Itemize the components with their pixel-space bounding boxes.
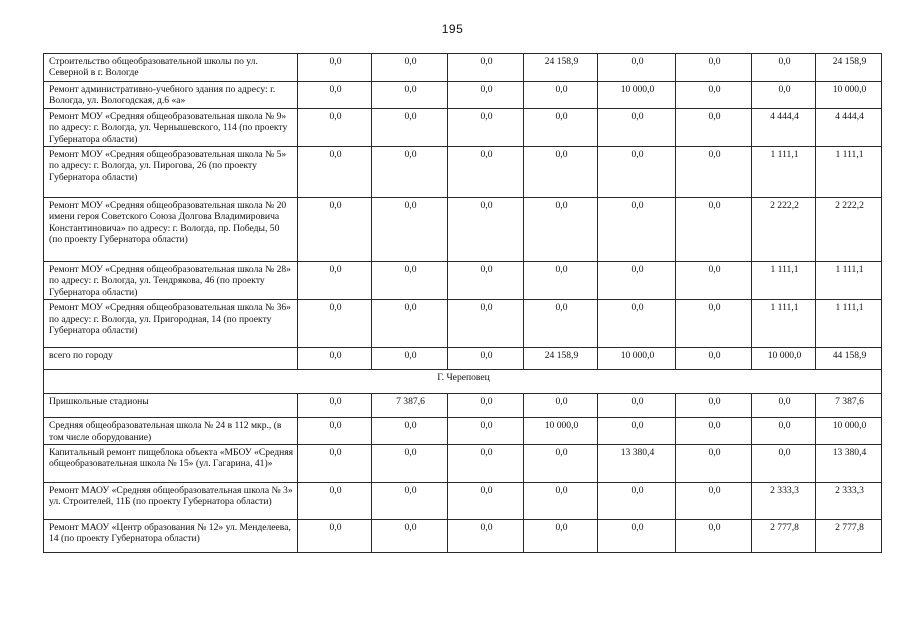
- value-cell-4: 24 158,9: [524, 54, 598, 82]
- value-cell-2: 0,0: [372, 54, 448, 82]
- value-cell-7: 0,0: [752, 54, 816, 82]
- value-cell-6: 0,0: [676, 300, 752, 348]
- total-label: всего по городу: [44, 348, 298, 370]
- value-cell-2: 0,0: [372, 418, 448, 445]
- value-cell-8: 10 000,0: [816, 82, 882, 109]
- value-cell-6: 0,0: [676, 198, 752, 262]
- value-cell-1: 0,0: [298, 348, 372, 370]
- value-cell-8: 2 222,2: [816, 198, 882, 262]
- value-cell-4: 0,0: [524, 147, 598, 198]
- value-cell-5: 0,0: [598, 108, 676, 146]
- value-cell-1: 0,0: [298, 394, 372, 418]
- city-heading: Г. Череповец: [44, 370, 882, 394]
- city-section-row: [44, 370, 882, 394]
- value-cell-8: 4 444,4: [816, 108, 882, 146]
- value-cell-8: 1 111,1: [816, 262, 882, 300]
- table-body: [44, 54, 882, 553]
- item-name: Строительство общеобразовательной школы по ул. Северной в г. Вологде: [44, 54, 298, 82]
- value-cell-4: 0,0: [524, 108, 598, 146]
- value-cell-2: 0,0: [372, 520, 448, 553]
- value-cell-6: 0,0: [676, 147, 752, 198]
- item-name: Ремонт МАОУ «Центр образования № 12» ул. Менделеева, 14 (по проекту Губернатора области): [44, 520, 298, 553]
- value-cell-2: 0,0: [372, 445, 448, 483]
- value-cell-2: 0,0: [372, 262, 448, 300]
- value-cell-7: 10 000,0: [752, 348, 816, 370]
- value-cell-7: 2 333,3: [752, 483, 816, 520]
- value-cell-4: 0,0: [524, 300, 598, 348]
- value-cell-4: 0,0: [524, 82, 598, 109]
- value-cell-5: 0,0: [598, 147, 676, 198]
- value-cell-7: 1 111,1: [752, 147, 816, 198]
- value-cell-5: 0,0: [598, 300, 676, 348]
- value-cell-5: 10 000,0: [598, 348, 676, 370]
- value-cell-1: 0,0: [298, 108, 372, 146]
- value-cell-7: 4 444,4: [752, 108, 816, 146]
- item-name: Ремонт МОУ «Средняя общеобразовательная школа № 9» по адресу: г. Вологда, ул. Чернышевского, 114 (по проекту Губернатора области): [44, 108, 298, 146]
- value-cell-6: 0,0: [676, 394, 752, 418]
- item-name: Средняя общеобразовательная школа № 24 в 112 мкр., (в том числе оборудование): [44, 418, 298, 445]
- value-cell-3: 0,0: [448, 262, 524, 300]
- value-cell-6: 0,0: [676, 483, 752, 520]
- item-name: Ремонт МОУ «Средняя общеобразовательная школа № 28» по адресу: г. Вологда, ул. Тендрякова, 46 (по проекту Губернатора области): [44, 262, 298, 300]
- table-row: [44, 147, 882, 198]
- value-cell-1: 0,0: [298, 198, 372, 262]
- item-name: Ремонт МАОУ «Средняя общеобразовательная школа № 3» ул. Строителей, 11Б (по проекту Губернатора области): [44, 483, 298, 520]
- value-cell-3: 0,0: [448, 348, 524, 370]
- value-cell-3: 0,0: [448, 483, 524, 520]
- total-row: [44, 348, 882, 370]
- value-cell-2: 0,0: [372, 483, 448, 520]
- value-cell-8: 24 158,9: [816, 54, 882, 82]
- value-cell-8: 1 111,1: [816, 300, 882, 348]
- table-row: [44, 108, 882, 146]
- item-name: Пришкольные стадионы: [44, 394, 298, 418]
- value-cell-1: 0,0: [298, 147, 372, 198]
- value-cell-7: 2 222,2: [752, 198, 816, 262]
- value-cell-3: 0,0: [448, 198, 524, 262]
- value-cell-1: 0,0: [298, 520, 372, 553]
- value-cell-6: 0,0: [676, 108, 752, 146]
- value-cell-3: 0,0: [448, 54, 524, 82]
- value-cell-3: 0,0: [448, 300, 524, 348]
- value-cell-4: 0,0: [524, 198, 598, 262]
- item-name: Ремонт административно-учебного здания по адресу: г. Вологда, ул. Вологодская, д.6 «а»: [44, 82, 298, 109]
- value-cell-2: 0,0: [372, 147, 448, 198]
- table-row: [44, 418, 882, 445]
- value-cell-6: 0,0: [676, 82, 752, 109]
- value-cell-8: 13 380,4: [816, 445, 882, 483]
- value-cell-2: 0,0: [372, 108, 448, 146]
- table-row: [44, 445, 882, 483]
- page-number: 195: [441, 22, 464, 36]
- value-cell-1: 0,0: [298, 300, 372, 348]
- value-cell-3: 0,0: [448, 445, 524, 483]
- item-name: Капитальный ремонт пищеблока объекта «МБОУ «Средняя общеобразовательная школа № 15» (ул. Гагарина, 41)»: [44, 445, 298, 483]
- value-cell-3: 0,0: [448, 520, 524, 553]
- value-cell-3: 0,0: [448, 394, 524, 418]
- table-row: [44, 483, 882, 520]
- table-row: [44, 82, 882, 109]
- value-cell-4: 10 000,0: [524, 418, 598, 445]
- value-cell-3: 0,0: [448, 82, 524, 109]
- value-cell-4: 0,0: [524, 445, 598, 483]
- value-cell-7: 0,0: [752, 82, 816, 109]
- value-cell-8: 2 333,3: [816, 483, 882, 520]
- item-name: Ремонт МОУ «Средняя общеобразовательная школа № 5» по адресу: г. Вологда, ул. Пирогова, 26 (по проекту Губернатора области): [44, 147, 298, 198]
- value-cell-6: 0,0: [676, 418, 752, 445]
- value-cell-1: 0,0: [298, 418, 372, 445]
- value-cell-1: 0,0: [298, 445, 372, 483]
- value-cell-1: 0,0: [298, 82, 372, 109]
- value-cell-6: 0,0: [676, 520, 752, 553]
- value-cell-7: 2 777,8: [752, 520, 816, 553]
- value-cell-4: 24 158,9: [524, 348, 598, 370]
- value-cell-8: 2 777,8: [816, 520, 882, 553]
- value-cell-7: 0,0: [752, 418, 816, 445]
- value-cell-5: 13 380,4: [598, 445, 676, 483]
- value-cell-2: 7 387,6: [372, 394, 448, 418]
- value-cell-6: 0,0: [676, 54, 752, 82]
- value-cell-8: 7 387,6: [816, 394, 882, 418]
- value-cell-6: 0,0: [676, 262, 752, 300]
- value-cell-3: 0,0: [448, 418, 524, 445]
- value-cell-4: 0,0: [524, 483, 598, 520]
- value-cell-7: 1 111,1: [752, 262, 816, 300]
- value-cell-5: 0,0: [598, 394, 676, 418]
- value-cell-5: 0,0: [598, 483, 676, 520]
- value-cell-8: 1 111,1: [816, 147, 882, 198]
- table-row: [44, 198, 882, 262]
- value-cell-3: 0,0: [448, 108, 524, 146]
- value-cell-1: 0,0: [298, 483, 372, 520]
- value-cell-8: 10 000,0: [816, 418, 882, 445]
- table-row: [44, 262, 882, 300]
- table-row: [44, 300, 882, 348]
- value-cell-5: 0,0: [598, 520, 676, 553]
- item-name: Ремонт МОУ «Средняя общеобразовательная школа № 20 имени героя Советского Союза Долгова Владимировича Константиновича» по адресу: г. Вологда, пр. Победы, 50 (по проекту Губернатора области): [44, 198, 298, 262]
- value-cell-2: 0,0: [372, 82, 448, 109]
- value-cell-5: 0,0: [598, 54, 676, 82]
- value-cell-5: 0,0: [598, 418, 676, 445]
- value-cell-6: 0,0: [676, 348, 752, 370]
- value-cell-2: 0,0: [372, 198, 448, 262]
- value-cell-5: 0,0: [598, 198, 676, 262]
- item-name: Ремонт МОУ «Средняя общеобразовательная школа № 36» по адресу: г. Вологда, ул. Пригородная, 14 (по проекту Губернатора области): [44, 300, 298, 348]
- value-cell-7: 1 111,1: [752, 300, 816, 348]
- value-cell-7: 0,0: [752, 445, 816, 483]
- value-cell-1: 0,0: [298, 54, 372, 82]
- value-cell-4: 0,0: [524, 262, 598, 300]
- value-cell-7: 0,0: [752, 394, 816, 418]
- value-cell-3: 0,0: [448, 147, 524, 198]
- value-cell-4: 0,0: [524, 394, 598, 418]
- value-cell-1: 0,0: [298, 262, 372, 300]
- budget-table: [43, 53, 882, 553]
- value-cell-2: 0,0: [372, 348, 448, 370]
- value-cell-6: 0,0: [676, 445, 752, 483]
- value-cell-5: 0,0: [598, 262, 676, 300]
- value-cell-8: 44 158,9: [816, 348, 882, 370]
- table-row: [44, 54, 882, 82]
- table-row: [44, 520, 882, 553]
- table-row: [44, 394, 882, 418]
- value-cell-4: 0,0: [524, 520, 598, 553]
- value-cell-5: 10 000,0: [598, 82, 676, 109]
- value-cell-2: 0,0: [372, 300, 448, 348]
